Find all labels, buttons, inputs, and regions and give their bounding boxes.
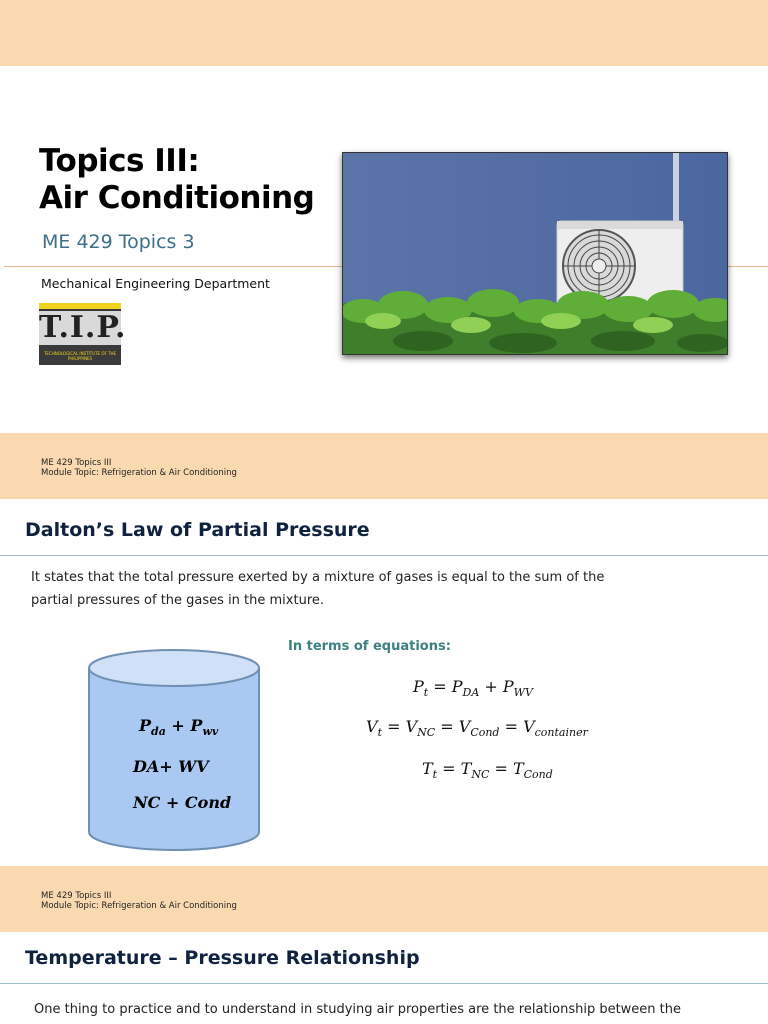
daltons-title-divider — [0, 555, 768, 556]
daltons-paragraph — [31, 566, 604, 612]
footer-2-line-2: Module Topic: Refrigeration & Air Conditioning — [41, 901, 237, 911]
equations-heading: In terms of equations: — [288, 639, 451, 654]
department-label: Mechanical Engineering Department — [41, 276, 270, 291]
daltons-law-title: Dalton’s Law of Partial Pressure — [25, 519, 370, 541]
air-conditioner-unit-photo — [342, 152, 728, 355]
daltons-paragraph-line-2: partial pressures of the gases in the mixture. — [31, 593, 325, 608]
logo-institution-name: TECHNOLOGICAL INSTITUTE OF THE PHILIPPINES — [43, 351, 117, 361]
gas-container-cylinder — [86, 646, 262, 854]
tip-logo — [39, 303, 127, 365]
temperature-title-divider — [0, 983, 768, 984]
temperature-pressure-title: Temperature – Pressure Relationship — [25, 947, 420, 969]
footer-2-line-1: ME 429 Topics III — [41, 891, 112, 901]
logo-letters: T.I.P. — [39, 310, 127, 345]
equation-pressure: $P_t = P_{DA} + P_{WV}$ — [413, 677, 533, 700]
cylinder-components-2: NC + Cond — [133, 793, 232, 812]
temperature-paragraph: One thing to practice and to understand in studying air properties are the relationship between the — [34, 1002, 682, 1017]
cylinder-components-1: DA+ WV — [133, 757, 209, 776]
footer-1-line-1: ME 429 Topics III — [41, 458, 112, 468]
title-line-1: Topics III: — [39, 143, 200, 179]
title-line-2: Air Conditioning — [39, 180, 315, 216]
logo-stripe — [39, 303, 121, 309]
footer-2 — [41, 891, 237, 911]
slide-subtitle: ME 429 Topics 3 — [42, 231, 195, 253]
top-header-band — [0, 0, 768, 66]
cylinder-pressure-sum: $P_{da} + P_{wv}$ — [139, 716, 219, 739]
equation-temperature: $T_t = T_{NC} = T_{Cond}$ — [422, 759, 553, 782]
daltons-paragraph-line-1: It states that the total pressure exerted by a mixture of gases is equal to the sum of the — [31, 570, 605, 585]
slide-title — [39, 143, 314, 217]
footer-1-line-2: Module Topic: Refrigeration & Air Conditioning — [41, 468, 237, 478]
equation-volume: $V_t = V_{NC} = V_{Cond} = V_{container}$ — [366, 717, 588, 740]
footer-1 — [41, 458, 237, 478]
